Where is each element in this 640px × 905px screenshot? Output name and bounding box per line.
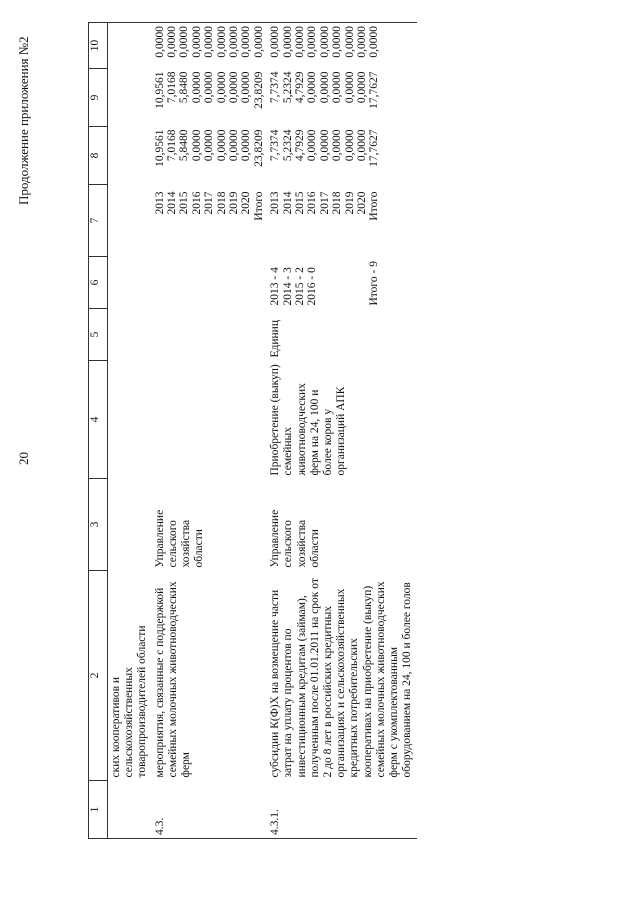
indicator xyxy=(152,361,268,479)
regional-budget-cell-value: 0,0000 xyxy=(306,71,319,104)
year-cell xyxy=(267,185,416,257)
year-cell-value: Итого xyxy=(368,191,381,221)
total-cell-value: 0,0000 xyxy=(306,129,319,162)
table-row xyxy=(152,23,268,839)
appendix-title: Продолжение приложения №2 xyxy=(16,36,31,205)
total-cell xyxy=(108,127,152,185)
regional-budget-cell-value: 0,0000 xyxy=(190,71,203,104)
year-cell-value: 2013 xyxy=(153,191,166,215)
plan-value-cell xyxy=(152,257,268,309)
regional-budget-cell-value: 10,9561 xyxy=(153,71,166,109)
regional-budget-cell xyxy=(267,69,416,127)
plan-value-cell-value xyxy=(331,260,343,306)
regional-budget-cell-value: 0,0000 xyxy=(240,71,253,104)
year-cell-value: 2017 xyxy=(203,191,216,215)
regional-budget-cell-value: 4,7929 xyxy=(293,71,306,104)
plan-value-cell-value: 2015 - 2 xyxy=(293,267,306,306)
indicator xyxy=(108,361,152,479)
total-cell-value: 7,0168 xyxy=(166,129,179,162)
executor xyxy=(108,479,152,571)
unit: Единиц xyxy=(269,320,282,358)
column-number-9: 9 xyxy=(89,69,108,127)
other-sources-cell-value: 0,0000 xyxy=(306,26,319,58)
total-cell-value: 7,7374 xyxy=(269,129,282,162)
regional-budget-cell-value: 0,0000 xyxy=(331,71,344,104)
other-sources-cell-value: 0,0000 xyxy=(355,26,368,58)
column-number-2: 2 xyxy=(89,571,108,781)
plan-value-cell-value xyxy=(344,260,356,306)
year-cell-value: 2020 xyxy=(355,191,368,215)
unit xyxy=(152,309,268,361)
year-cell xyxy=(152,185,268,257)
program-table xyxy=(88,22,417,839)
year-cell-value: 2020 xyxy=(240,191,253,215)
total-cell-value: 5,8480 xyxy=(178,129,191,162)
other-sources-cell-value: 0,0000 xyxy=(153,26,166,58)
total-cell-value: 0,0000 xyxy=(355,129,368,162)
other-sources-cell-value: 0,0000 xyxy=(281,26,294,58)
year-cell-value: 2015 xyxy=(293,191,306,215)
column-number-5: 5 xyxy=(89,309,108,361)
other-sources-cell-value: 0,0000 xyxy=(343,26,356,58)
row-number: 4.3. xyxy=(152,781,268,839)
other-sources-cell-value: 0,0000 xyxy=(252,26,265,58)
column-number-6: 6 xyxy=(89,257,108,309)
total-cell xyxy=(267,127,416,185)
column-number-4: 4 xyxy=(89,361,108,479)
regional-budget-cell-value: 5,8480 xyxy=(178,71,191,104)
regional-budget-cell-value: 7,0168 xyxy=(166,71,179,104)
total-cell-value: 0,0000 xyxy=(240,129,253,162)
regional-budget-cell-value: 0,0000 xyxy=(343,71,356,104)
total-cell-value: 17,7627 xyxy=(368,129,381,167)
row-number: 4.3.1. xyxy=(267,781,416,839)
plan-value-cell-value: 2014 - 3 xyxy=(281,267,294,306)
plan-value-cell xyxy=(108,257,152,309)
regional-budget-cell-value: 0,0000 xyxy=(318,71,331,104)
other-sources-cell-value: 0,0000 xyxy=(240,26,253,58)
year-cell-value: 2016 xyxy=(190,191,203,215)
regional-budget-cell-value: 0,0000 xyxy=(228,71,240,104)
other-sources-cell-value: 0,0000 xyxy=(228,26,240,58)
total-cell-value: 0,0000 xyxy=(203,129,216,162)
total-cell-value: 5,2324 xyxy=(281,129,294,162)
other-sources-cell-value: 0,0000 xyxy=(293,26,306,58)
column-number-10: 10 xyxy=(89,23,108,69)
total-cell-value: 0,0000 xyxy=(331,129,344,162)
other-sources-cell xyxy=(267,23,416,69)
total-cell-value: 4,7929 xyxy=(293,129,306,162)
other-sources-cell-value: 0,0000 xyxy=(368,26,381,58)
plan-value-cell-value: Итого - 9 xyxy=(368,261,381,306)
executor: Управление сельского хозяйства области xyxy=(153,509,206,568)
year-cell-value: 2013 xyxy=(269,191,282,215)
year-cell-value: Итого xyxy=(252,191,265,221)
other-sources-cell-value: 0,0000 xyxy=(178,26,191,58)
year-cell-value: 2017 xyxy=(318,191,331,215)
total-cell-value: 23,8209 xyxy=(252,129,265,167)
indicator: Приобретение (выкуп) семейных животноводческих ферм на 24, 100 и более коров у организаций АПК xyxy=(269,364,348,476)
page-number: 20 xyxy=(16,452,31,465)
regional-budget-cell-value: 5,2324 xyxy=(281,71,294,104)
year-cell xyxy=(108,185,152,257)
column-number-3: 3 xyxy=(89,479,108,571)
year-cell-value: 2019 xyxy=(228,191,240,215)
measure-name: субсидии К(Ф)Х на возмещение части затрат на уплату процентов по инвестиционным кредитам (займам), полученным после 01.01.2011 на срок от 2 до 8 лет в российских кредитных организациях и сельскохозяйственных кредитных потребительских кооперативах на приобретение (выкуп) семейных молочных животноводческих ферм с укомплектованным оборудованием на 24, 100 и более голов xyxy=(269,578,414,778)
plan-value-cell-value: 2013 - 4 xyxy=(269,267,282,306)
other-sources-cell-value: 0,0000 xyxy=(215,26,228,58)
regional-budget-cell-value: 0,0000 xyxy=(355,71,368,104)
regional-budget-cell-value: 7,7374 xyxy=(269,71,282,104)
other-sources-cell-value: 0,0000 xyxy=(166,26,179,58)
year-cell-value: 2018 xyxy=(215,191,228,215)
regional-budget-cell xyxy=(108,69,152,127)
table-row xyxy=(108,23,152,839)
column-number-row xyxy=(89,23,108,839)
unit xyxy=(108,309,152,361)
year-cell-value: 2014 xyxy=(166,191,179,215)
year-cell-value: 2016 xyxy=(306,191,319,215)
total-cell xyxy=(152,127,268,185)
year-cell-value: 2015 xyxy=(178,191,191,215)
plan-value-cell xyxy=(267,257,416,309)
column-number-8: 8 xyxy=(89,127,108,185)
table-row xyxy=(267,23,416,839)
column-number-7: 7 xyxy=(89,185,108,257)
total-cell-value: 0,0000 xyxy=(318,129,331,162)
other-sources-cell xyxy=(152,23,268,69)
plan-value-cell-value xyxy=(319,260,331,306)
total-cell-value: 0,0000 xyxy=(190,129,203,162)
total-cell-value: 0,0000 xyxy=(343,129,356,162)
year-cell-value: 2014 xyxy=(281,191,294,215)
other-sources-cell-value: 0,0000 xyxy=(190,26,203,58)
measure-name: мероприятия, связанные с поддержкой семейных молочных животноводческих ферм xyxy=(153,581,193,778)
other-sources-cell-value: 0,0000 xyxy=(331,26,344,58)
row-number xyxy=(108,781,152,839)
other-sources-cell-value: 0,0000 xyxy=(203,26,216,58)
regional-budget-cell-value: 0,0000 xyxy=(203,71,216,104)
regional-budget-cell-value: 17,7627 xyxy=(368,71,381,109)
other-sources-cell-value: 0,0000 xyxy=(318,26,331,58)
measure-name: ских кооперативов и сельскохозяйственных товаропроизводителей области xyxy=(110,625,149,778)
total-cell-value: 0,0000 xyxy=(228,129,240,162)
other-sources-cell-value: 0,0000 xyxy=(269,26,282,58)
total-cell-value: 10,9561 xyxy=(153,129,166,167)
plan-value-cell-value: 2016 - 0 xyxy=(306,267,319,306)
regional-budget-cell-value: 0,0000 xyxy=(215,71,228,104)
year-cell-value: 2019 xyxy=(343,191,356,215)
other-sources-cell xyxy=(108,23,152,69)
year-cell-value: 2018 xyxy=(331,191,344,215)
regional-budget-cell-value: 23,8209 xyxy=(252,71,265,109)
regional-budget-cell xyxy=(152,69,268,127)
plan-value-cell-value xyxy=(356,260,368,306)
total-cell-value: 0,0000 xyxy=(215,129,228,162)
executor: Управление сельского хозяйства области xyxy=(269,509,321,568)
column-number-1: 1 xyxy=(89,781,108,839)
